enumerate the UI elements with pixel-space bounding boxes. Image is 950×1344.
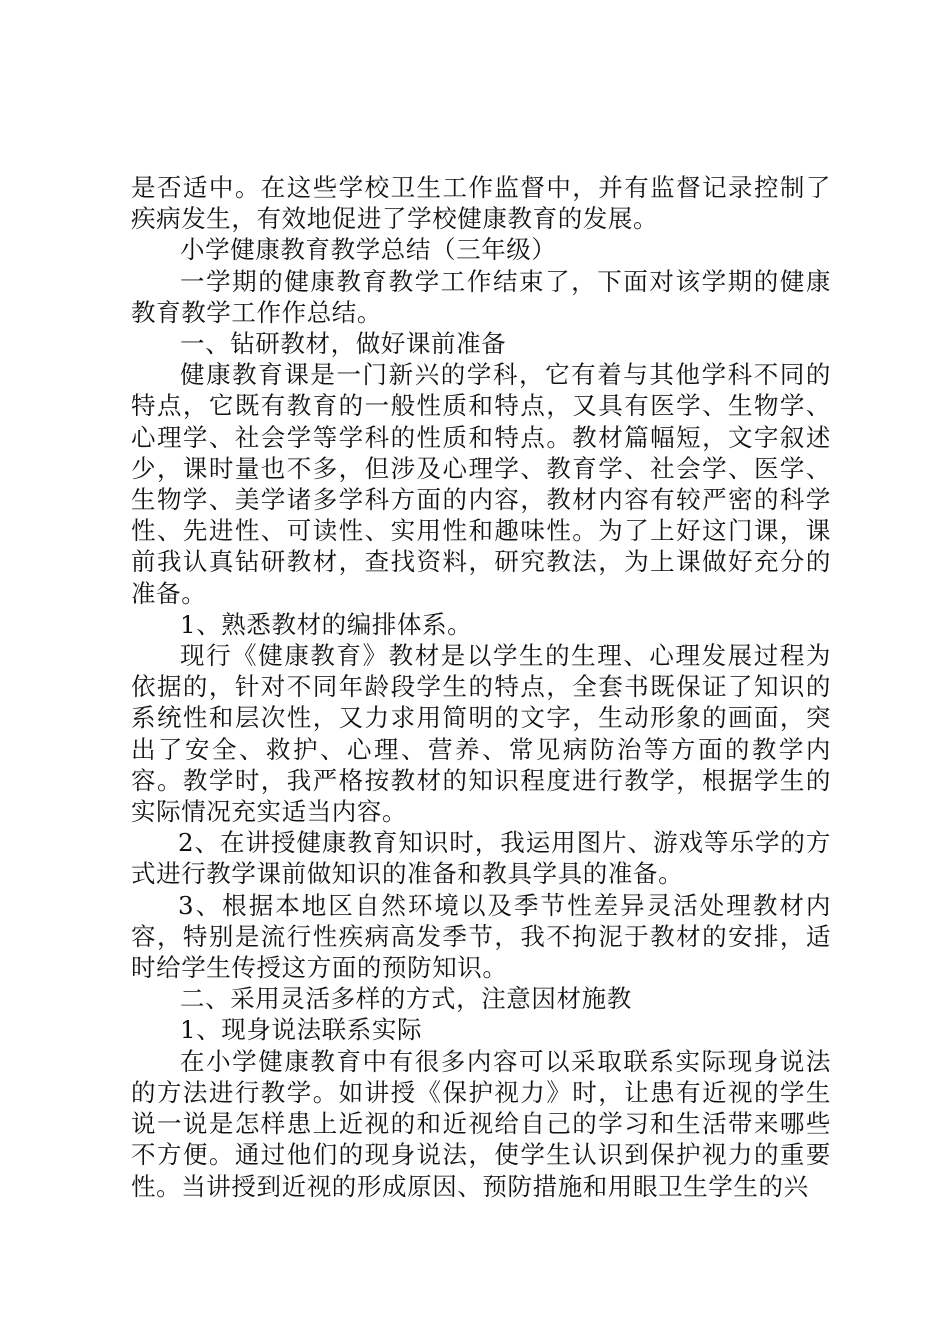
paragraph-7: 现行《健康教育》教材是以学生的生理、心理发展过程为依据的，针对不同年龄段学生的特点，全套书既保证了知识的系统性和层次性，又力求用简明的文字，生动形象的画面，突出了安全、救护、心理、营养、常见病防治等方面的教学内容。教学时，我严格按教材的知识程度进行教学，根据学生的实际情况充实适当内容。: [131, 641, 831, 827]
document-body: [131, 172, 831, 1202]
subheading-2: 1、现身说法联系实际: [180, 1015, 423, 1045]
paragraph-3: 一学期的健康教育教学工作结束了，下面对该学期的健康教育教学工作作总结。: [131, 266, 831, 327]
paragraph-9: 3、根据本地区自然环境以及季节性差异灵活处理教材内容，特别是流行性疾病高发季节，我不拘泥于教材的安排，适时给学生传授这方面的预防知识。: [131, 890, 831, 983]
section-heading-2: 二、采用灵活多样的方式，注意因材施教: [180, 984, 632, 1014]
paragraph-12: 在小学健康教育中有很多内容可以采取联系实际现身说法的方法进行教学。如讲授《保护视力》时，让患有近视的学生说一说是怎样患上近视的和近视给自己的学习和生活带来哪些不方便。通过他们的现身说法，使学生认识到保护视力的重要性。当讲授到近视的形成原因、预防措施和用眼卫生学生的兴: [131, 1046, 831, 1201]
paragraph-8: 2、在讲授健康教育知识时，我运用图片、游戏等乐学的方式进行教学课前做知识的准备和教具学具的准备。: [131, 828, 831, 889]
section-heading-1: 一、钻研教材，做好课前准备: [180, 329, 507, 359]
paragraph-5: 健康教育课是一门新兴的学科，它有着与其他学科不同的特点，它既有教育的一般性质和特点，又具有医学、生物学、心理学、社会学等学科的性质和特点。教材篇幅短，文字叙述少，课时量也不多，但涉及心理学、教育学、社会学、医学、生物学、美学诸多学科方面的内容，教材内容有较严密的科学性、先进性、可读性、实用性和趣味性。为了上好这门课，课前我认真钻研教材，查找资料，研究教法，为上课做好充分的准备。: [131, 360, 831, 608]
paragraph-title: 小学健康教育教学总结（三年级）: [180, 235, 557, 265]
subheading-1: 1、熟悉教材的编排体系。: [180, 609, 473, 639]
paragraph-1: 是否适中。在这些学校卫生工作监督中，并有监督记录控制了疾病发生，有效地促进了学校健康教育的发展。: [131, 173, 831, 234]
